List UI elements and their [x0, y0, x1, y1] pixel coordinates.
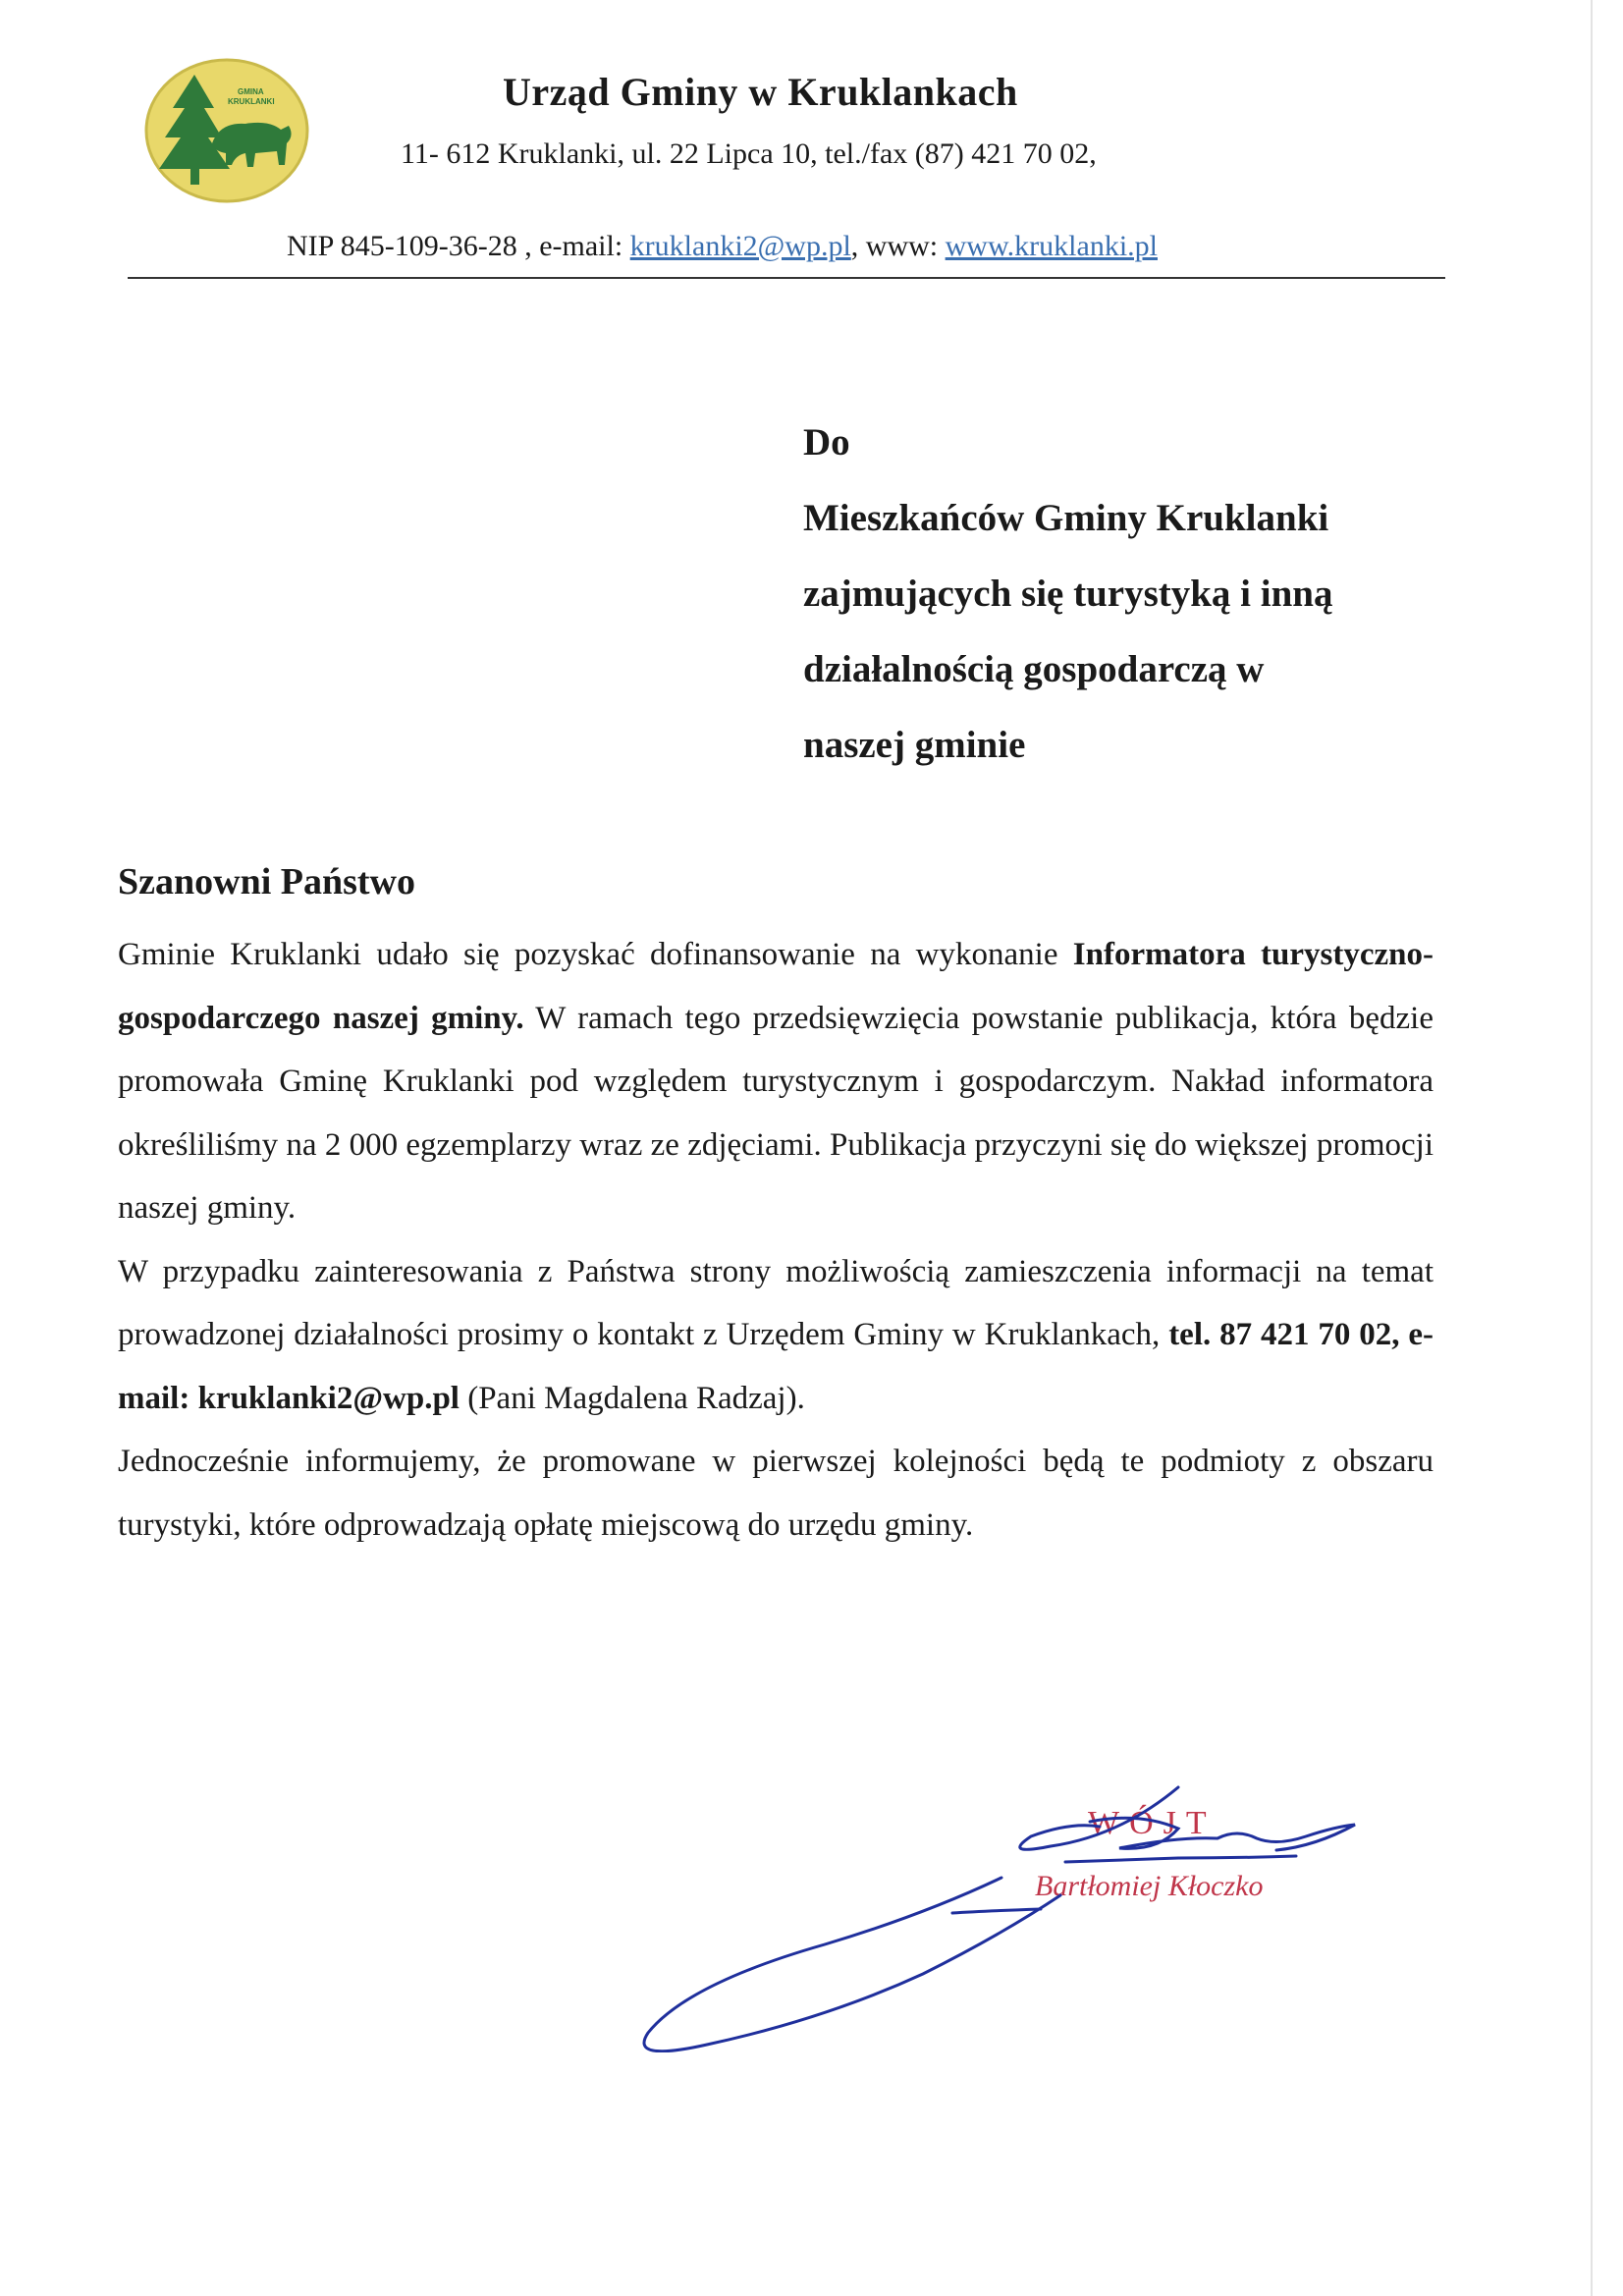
stamp-title: WÓJT	[1088, 1805, 1217, 1841]
text-span: (Pani Magdalena Radzaj).	[459, 1380, 805, 1416]
recipient-line: zajmujących się turystyką i inną	[803, 573, 1333, 615]
salutation: Szanowni Państwo	[118, 861, 415, 902]
handwritten-signature	[628, 1768, 1375, 2052]
stamp-name: Bartłomiej Kłoczko	[1035, 1870, 1264, 1902]
www-label: , www:	[850, 230, 939, 262]
recipient-line: Do	[803, 421, 850, 464]
office-address: 11- 612 Kruklanki, ul. 22 Lipca 10, tel./fax (87) 421 70 02,	[401, 137, 1097, 170]
logo-text: KRUKLANKI	[228, 97, 275, 106]
bold-span: tel. 87 421 70 02, e-mail: kruklanki2@wp.pl	[118, 1317, 1434, 1416]
paragraph	[118, 923, 1434, 1240]
office-contact-line	[287, 230, 1158, 263]
recipient-line: działalnością gospodarczą w	[803, 648, 1265, 690]
text-span: Gminie Kruklanki udało się pozyskać dofinansowanie na wykonanie	[118, 937, 1073, 972]
paragraph	[118, 1240, 1434, 1431]
logo-text: GMINA	[238, 87, 264, 96]
letter-body	[118, 923, 1434, 1557]
scan-edge	[1591, 0, 1593, 2296]
office-name: Urząd Gminy w Kruklankach	[503, 70, 1018, 114]
header-divider	[128, 277, 1445, 279]
email-link[interactable]: kruklanki2@wp.pl	[629, 230, 851, 262]
recipient-block	[803, 405, 1333, 783]
paragraph: Jednocześnie informujemy, że promowane w pierwszej kolejności będą te podmioty z obszaru turystyki, które odprowadzają opłatę miejscową do urzędu gminy.	[118, 1444, 1434, 1543]
nip-number: NIP 845-109-36-28 ,	[287, 230, 532, 262]
bold-span: Informatora turystyczno- gospodarczego naszej gminy.	[118, 937, 1434, 1036]
email-label: e-mail:	[539, 230, 623, 262]
municipality-logo	[143, 57, 310, 204]
text-span: W ramach tego przedsięwzięcia powstanie publikacja, która będzie promowała Gminę Kruklanki pod względem turystycznym i gospodarczym. Nakład informatora określiliśmy na 2 000 egzemplarzy wraz ze zdjęciami. Publikacja przyczyni się do większej promocji naszej gminy.	[118, 1000, 1434, 1226]
recipient-line: naszej gminie	[803, 724, 1026, 766]
text-span: W przypadku zainteresowania z Państwa strony możliwością zamieszczenia informacji na temat prowadzonej działalności prosimy o kontakt z Urzędem Gminy w Kruklankach,	[118, 1253, 1434, 1352]
website-link[interactable]: www.kruklanki.pl	[945, 230, 1158, 262]
recipient-line: Mieszkańców Gminy Kruklanki	[803, 497, 1329, 539]
